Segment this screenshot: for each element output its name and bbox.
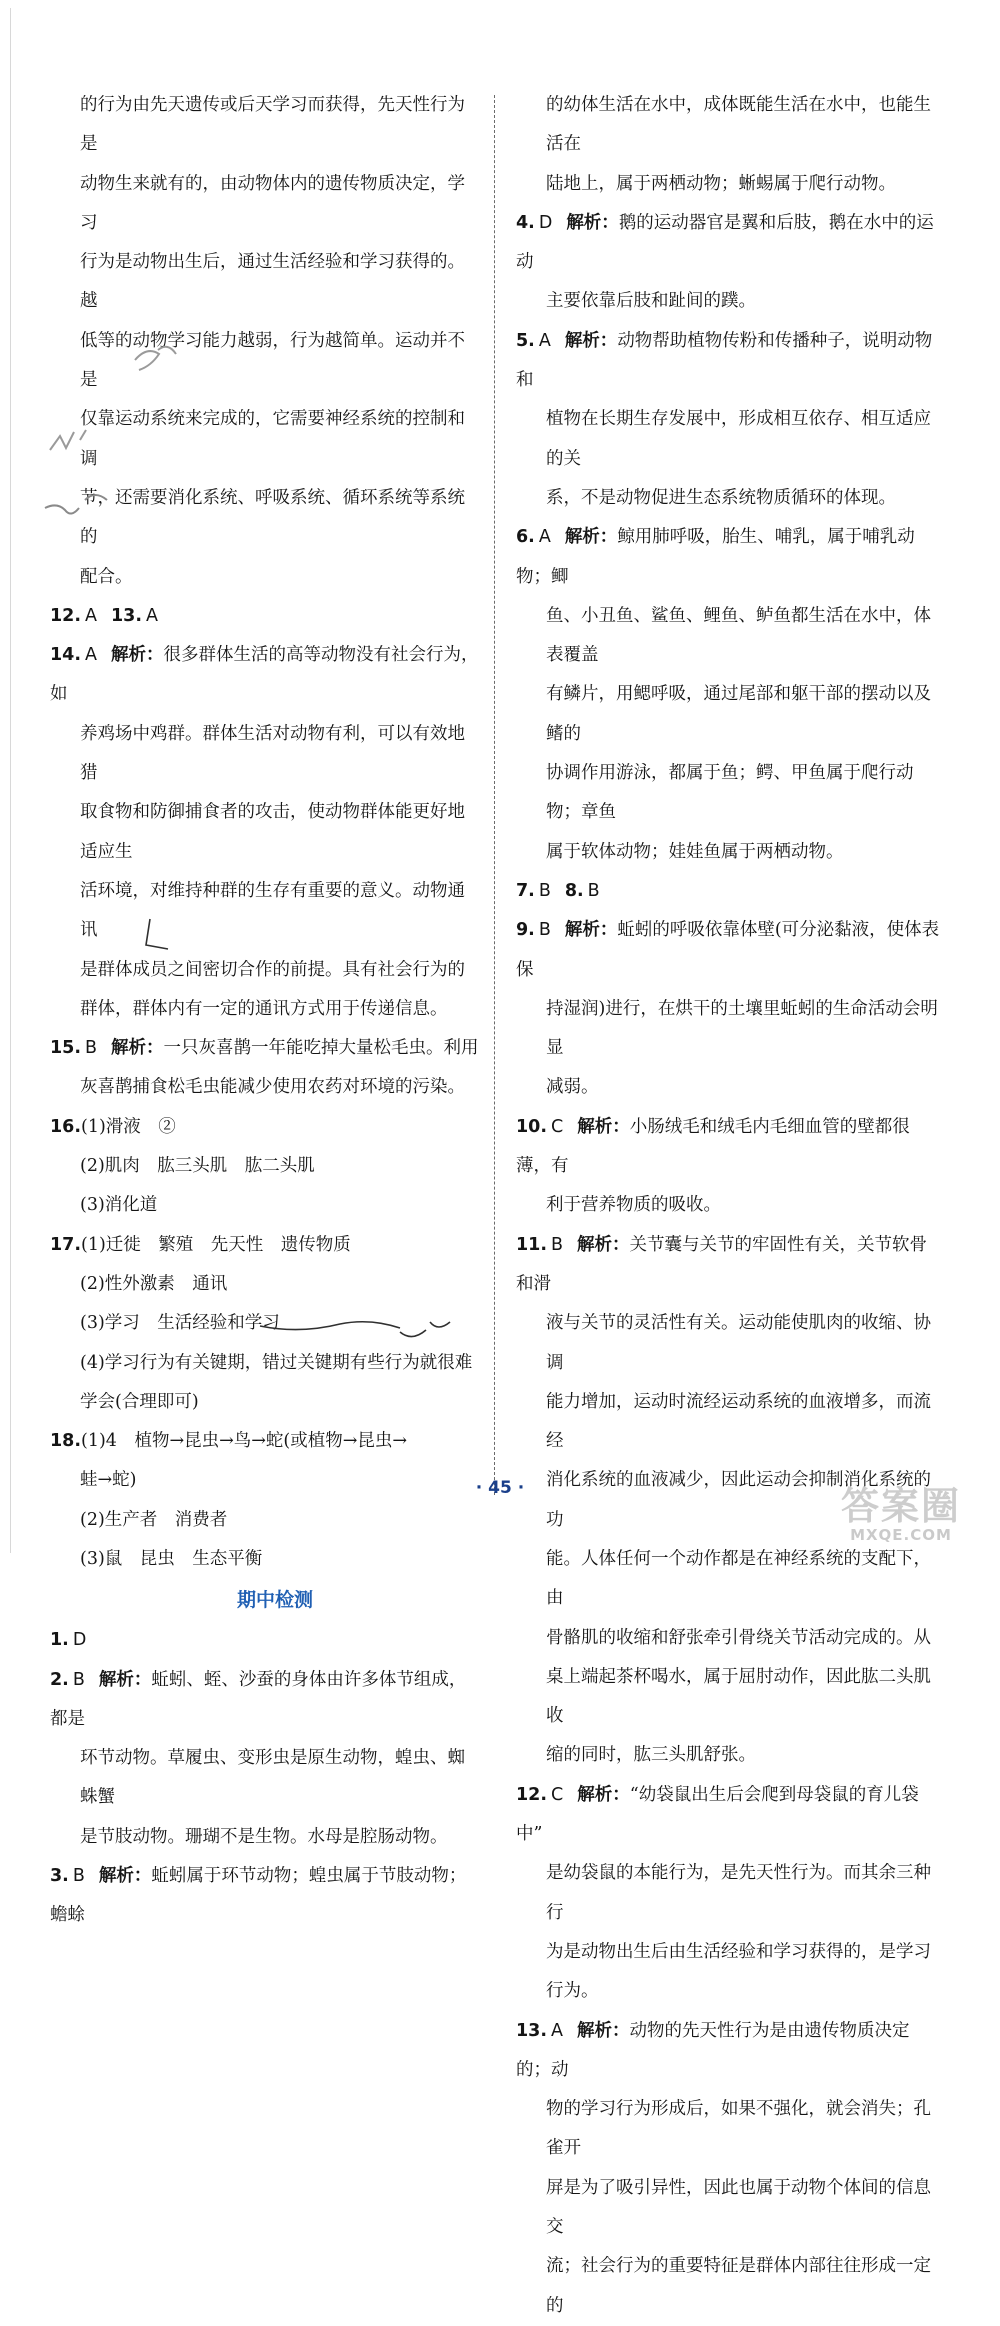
analysis-label: 解析： bbox=[98, 1669, 152, 1690]
text-line: 是节肢动物。珊瑚不是生物。水母是腔肠动物。 bbox=[80, 1826, 448, 1847]
question-number: 4. bbox=[516, 212, 535, 233]
answer-text: (1)迁徙 繁殖 先天性 遗传物质 bbox=[81, 1234, 351, 1255]
left-column bbox=[50, 86, 480, 1936]
answer-letter: B bbox=[85, 1038, 98, 1059]
text-line: 液与关节的灵活性有关。运动能使肌肉的收缩、协调 bbox=[546, 1313, 931, 1373]
text-line: 低等的动物学习能力越弱，行为越简单。运动并不是 bbox=[80, 330, 465, 391]
question-number: 13. bbox=[111, 605, 143, 626]
answer-text: (1)滑液 ② bbox=[81, 1116, 176, 1137]
answer-letter: D bbox=[538, 212, 553, 233]
section-title: 期中检测 bbox=[236, 1589, 313, 1612]
question-number: 14. bbox=[50, 645, 82, 666]
answer-15 bbox=[50, 1029, 480, 1108]
text-line: 能。人体任何一个动作都是在神经系统的支配下，由 bbox=[546, 1548, 931, 1609]
text-line: 的行为由先天遗传或后天学习而获得，先天性行为是 bbox=[80, 95, 465, 155]
answer-18 bbox=[50, 1422, 480, 1579]
analysis-label: 解析： bbox=[564, 527, 618, 548]
text-line: 有鳞片，用鳃呼吸，通过尾部和躯干部的摆动以及鳍的 bbox=[546, 684, 931, 744]
text-line: (4)学习行为有关键期，错过关键期有些行为就很难 bbox=[80, 1352, 473, 1373]
text-line: (2)生产者 消费者 bbox=[80, 1509, 228, 1530]
question-number: 13. bbox=[516, 2020, 548, 2041]
text-line: 是群体成员之间密切合作的前提。具有社会行为的 bbox=[80, 959, 465, 980]
text-line: 动物生来就有的，由动物体内的遗传物质决定，学习 bbox=[80, 173, 465, 233]
text-line: 协调作用游泳，都属于鱼；鳄、甲鱼属于爬行动物；章鱼 bbox=[546, 763, 914, 823]
question-number: 10. bbox=[516, 1116, 548, 1137]
answer-letter: A bbox=[85, 605, 97, 626]
question-number: 8. bbox=[564, 880, 584, 901]
text-line: 骨骼肌的收缩和舒张牵引骨绕关节活动完成的。从 bbox=[546, 1627, 931, 1648]
answer-letter: B bbox=[72, 1866, 85, 1887]
text-line: 桌上端起茶杯喝水，属于屈肘动作，因此肱二头肌收 bbox=[546, 1666, 931, 1727]
text-line: (3)鼠 昆虫 生态平衡 bbox=[80, 1548, 263, 1569]
text-line: 系，不是动物促进生态系统物质循环的体现。 bbox=[546, 487, 896, 508]
column-divider bbox=[494, 95, 495, 1495]
question-number: 2. bbox=[50, 1669, 69, 1690]
question-number: 5. bbox=[516, 330, 535, 351]
text-line: 鱼、小丑鱼、鲨鱼、鲤鱼、鲈鱼都生活在水中，体表覆盖 bbox=[546, 605, 931, 666]
question-number: 7. bbox=[516, 880, 535, 901]
question-number: 1. bbox=[50, 1630, 69, 1651]
answer-letter: B bbox=[551, 1234, 564, 1255]
answer-12-right bbox=[516, 1776, 944, 2012]
question-number: 9. bbox=[516, 920, 535, 941]
continued-text-right bbox=[516, 86, 944, 204]
text-line: (3)学习 生活经验和学习 bbox=[80, 1313, 280, 1334]
answer-7-8 bbox=[516, 872, 944, 911]
analysis-label: 解析： bbox=[564, 920, 618, 941]
analysis-text: 蚯蚓的呼吸依靠体壁(可分泌黏液，使体表保 bbox=[516, 920, 940, 980]
question-number: 15. bbox=[50, 1038, 82, 1059]
analysis-text: 小肠绒毛和绒毛内毛细血管的壁都很薄，有 bbox=[516, 1116, 910, 1177]
question-number: 3. bbox=[50, 1866, 69, 1887]
analysis-label: 解析： bbox=[577, 2020, 630, 2041]
analysis-label: 解析： bbox=[577, 1784, 630, 1805]
page-number: · 45 · bbox=[475, 1478, 525, 1498]
analysis-text: 动物的先天性行为是由遗传物质决定的；动 bbox=[516, 2020, 910, 2080]
text-line: 仅靠运动系统来完成的，它需要神经系统的控制和调 bbox=[80, 409, 465, 469]
answer-13-right bbox=[516, 2012, 944, 2326]
analysis-text: 蚯蚓属于环节动物；蝗虫属于节肢动物；蟾蜍 bbox=[50, 1866, 467, 1926]
text-line: 为是动物出生后由生活经验和学习获得的，是学习 bbox=[546, 1941, 931, 1962]
analysis-label: 解析： bbox=[577, 1234, 630, 1255]
text-line: 属于软体动物；娃娃鱼属于两栖动物。 bbox=[546, 841, 844, 862]
text-line: 利于营养物质的吸收。 bbox=[546, 1195, 721, 1216]
text-line: (2)性外激素 通讯 bbox=[80, 1273, 228, 1294]
question-number: 16. bbox=[50, 1116, 82, 1137]
answer-10 bbox=[516, 1108, 944, 1226]
text-line: 是幼袋鼠的本能行为，是先天性行为。而其余三种行 bbox=[546, 1863, 931, 1923]
watermark-title: 答案圈 bbox=[840, 1484, 961, 1528]
answer-14 bbox=[50, 636, 480, 1029]
text-line: 行为。 bbox=[546, 1981, 599, 2002]
analysis-text: 关节囊与关节的牢固性有关，关节软骨和滑 bbox=[516, 1234, 928, 1294]
analysis-label: 解析： bbox=[111, 645, 164, 666]
answer-12-13 bbox=[50, 597, 480, 636]
text-line: 养鸡场中鸡群。群体生活对动物有利，可以有效地猎 bbox=[80, 723, 465, 784]
answer-9 bbox=[516, 911, 944, 1107]
text-line: 取食物和防御捕食者的攻击，使动物群体能更好地适应生 bbox=[80, 802, 465, 862]
text-line: 减弱。 bbox=[546, 1077, 599, 1098]
analysis-text: 很多群体生活的高等动物没有社会行为，如 bbox=[50, 645, 479, 705]
analysis-text: “幼袋鼠出生后会爬到母袋鼠的育儿袋中” bbox=[516, 1784, 919, 1845]
question-number: 12. bbox=[50, 605, 82, 626]
answer-letter: A bbox=[146, 605, 158, 626]
analysis-label: 解析： bbox=[577, 1116, 630, 1137]
answer-6 bbox=[516, 518, 944, 872]
answer-letter: B bbox=[72, 1669, 85, 1690]
answer-letter: A bbox=[538, 330, 551, 351]
continued-text-left bbox=[50, 86, 480, 597]
question-number: 11. bbox=[516, 1234, 548, 1255]
answer-letter: A bbox=[551, 2020, 563, 2041]
site-watermark-logo bbox=[816, 1486, 986, 1548]
analysis-text: 蚯蚓、蛭、沙蚕的身体由许多体节组成，都是 bbox=[50, 1669, 467, 1729]
text-line: 能力增加，运动时流经运动系统的血液增多，而流经 bbox=[546, 1391, 931, 1452]
question-number: 17. bbox=[50, 1234, 82, 1255]
text-line: 活环境，对维持种群的生存有重要的意义。动物通讯 bbox=[80, 880, 465, 941]
question-number: 12. bbox=[516, 1784, 548, 1805]
analysis-text: 鲸用肺呼吸，胎生、哺乳，属于哺乳动物；鲫 bbox=[516, 527, 915, 587]
answer-letter: B bbox=[538, 920, 551, 941]
text-line: 缩的同时，肱三头肌舒张。 bbox=[546, 1745, 756, 1766]
answer-letter: B bbox=[538, 880, 551, 901]
answer-17 bbox=[50, 1226, 480, 1422]
text-line: 节，还需要消化系统、呼吸系统、循环系统等系统的 bbox=[80, 487, 465, 548]
answer-letter: B bbox=[587, 880, 600, 901]
answer-letter: A bbox=[85, 645, 97, 666]
text-line: 环节动物。草履虫、变形虫是原生动物，蝗虫、蜘蛛蟹 bbox=[80, 1748, 465, 1808]
text-line: 屏是为了吸引异性，因此也属于动物个体间的信息交 bbox=[546, 2177, 931, 2238]
watermark-url: MXQE.COM bbox=[850, 1526, 952, 1544]
answer-letter: C bbox=[551, 1116, 564, 1137]
midterm-answer-2 bbox=[50, 1661, 480, 1857]
text-line: (3)消化道 bbox=[80, 1195, 158, 1216]
text-line: (2)肌肉 肱三头肌 肱二头肌 bbox=[80, 1156, 315, 1177]
analysis-label: 解析： bbox=[564, 330, 618, 351]
right-column bbox=[516, 86, 944, 2326]
question-number: 18. bbox=[50, 1431, 82, 1452]
answer-4 bbox=[516, 204, 944, 322]
text-line: 持湿润)进行，在烘干的土壤里蚯蚓的生命活动会明显 bbox=[546, 998, 938, 1059]
text-line: 陆地上，属于两栖动物；蜥蜴属于爬行动物。 bbox=[546, 173, 896, 194]
question-number: 6. bbox=[516, 527, 535, 548]
answer-letter: C bbox=[551, 1784, 564, 1805]
text-line: 主要依靠后肢和趾间的蹼。 bbox=[546, 291, 756, 312]
answer-16 bbox=[50, 1108, 480, 1226]
text-line: 植物在长期生存发展中，形成相互依存、相互适应的关 bbox=[546, 409, 931, 469]
analysis-text: 鹅的运动器官是翼和后肢，鹅在水中的运动 bbox=[516, 212, 934, 273]
answer-5 bbox=[516, 322, 944, 518]
text-line: 灰喜鹊捕食松毛虫能减少使用农药对环境的污染。 bbox=[80, 1077, 465, 1098]
text-line: 群体，群体内有一定的通讯方式用于传递信息。 bbox=[80, 998, 448, 1019]
midterm-answer-3 bbox=[50, 1857, 480, 1936]
text-line: 的幼体生活在水中，成体既能生活在水中，也能生活在 bbox=[546, 95, 931, 155]
answer-letter: D bbox=[72, 1630, 87, 1651]
analysis-label: 解析： bbox=[111, 1038, 164, 1059]
text-line: 蛙→蛇) bbox=[80, 1470, 137, 1491]
text-line: 学会(合理即可) bbox=[80, 1391, 199, 1412]
text-line: 配合。 bbox=[80, 566, 133, 587]
analysis-text: 一只灰喜鹊一年能吃掉大量松毛虫。利用 bbox=[163, 1038, 479, 1059]
text-line: 物的学习行为形成后，如果不强化，就会消失；孔雀开 bbox=[546, 2099, 931, 2159]
answer-text: (1)4 植物→昆虫→鸟→蛇(或植物→昆虫→ bbox=[81, 1431, 408, 1452]
text-line: 行为是动物出生后，通过生活经验和学习获得的。越 bbox=[80, 252, 465, 312]
answer-letter: A bbox=[538, 527, 551, 548]
text-line: 消化系统的血液减少，因此运动会抑制消化系统的功 bbox=[546, 1470, 931, 1530]
analysis-text: 动物帮助植物传粉和传播种子，说明动物和 bbox=[516, 330, 933, 391]
analysis-label: 解析： bbox=[566, 212, 619, 233]
text-line: 流；社会行为的重要特征是群体内部往往形成一定的 bbox=[546, 2256, 931, 2316]
analysis-label: 解析： bbox=[98, 1866, 152, 1887]
midterm-answer-1 bbox=[50, 1621, 480, 1660]
